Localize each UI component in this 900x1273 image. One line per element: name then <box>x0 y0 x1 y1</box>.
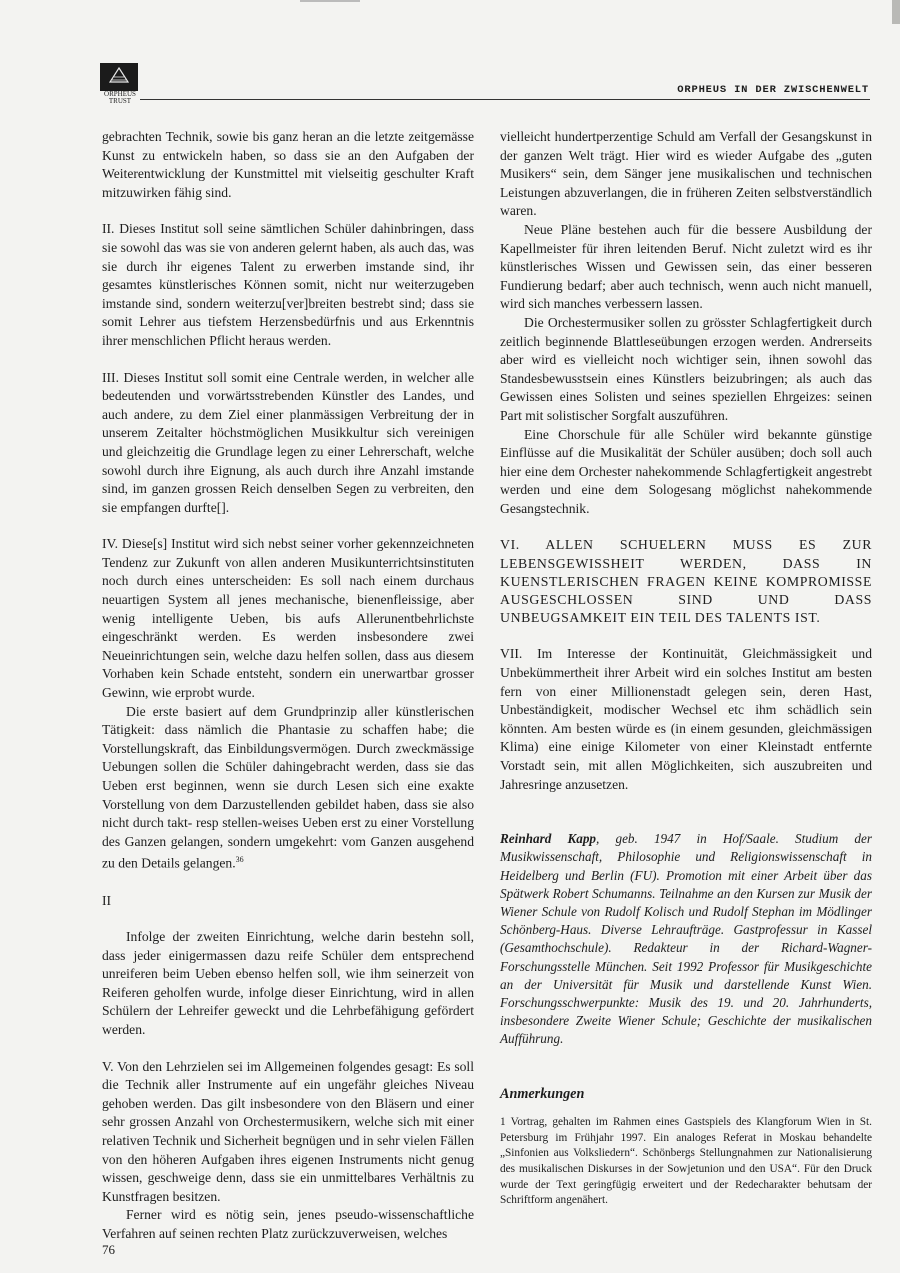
paragraph: gebrachten Technik, sowie bis ganz heran an die letzte zeitgemässe Kunst zu entwickeln haben, so dass sie an den Aufgaben der Weiterentwicklung der Kunstmittel mit vielseitig geschulter Kraft mitzuwirken fähig sind. <box>102 129 474 200</box>
paragraph <box>102 703 474 874</box>
paragraph-caps: VI. ALLEN SCHUELERN MUSS ES ZUR LEBENSGEWISSHEIT WERDEN, DASS IN KUENSTLERISCHEN FRAGEN KEINE KOMPROMISSE AUSGESCHLOSSEN SIND UND DASS UNBEUGSAMKEIT EIN TEIL DES TALENTS IST. <box>500 537 872 626</box>
scan-mark <box>300 0 360 2</box>
author-name: Reinhard Kapp <box>500 831 597 847</box>
scan-edge <box>892 0 900 24</box>
author-bio <box>500 830 872 1048</box>
paragraph-text: Die erste basiert auf dem Grundprinzip aller künstlerischen Tätigkeit: dass nämlich die Phantasie zu schaffen habe; die Vorstellungskraft, das Einbildungsvermögen. Durch zweckmässige Uebungen sollen die Schüler dahingebracht werden, dass sie das Ueben erst beginnen, wenn sie durch Lesen sich eine exakte Vorstellung von dem Darzustellenden gebildet haben, dass sie also nicht durch takt- resp stellen-weises Ueben erst zu einer Vorstellung des Ganzen gelangen, sondern umgekehrt: vom Ganzen ausgehend zu den Details gelangen. <box>102 703 474 871</box>
notes-heading: Anmerkungen <box>500 1085 585 1102</box>
left-column <box>102 128 474 1244</box>
paragraph: vielleicht hundertperzentige Schuld am Verfall der Gesangskunst in der ganzen Welt trägt. Hier wird es wieder Aufgabe des „guten Musikers“ sein, dem Sänger jene musikalischen und technischen Leistungen abzuverlangen, die in früheren Zeiten selbstverständlich waren. <box>500 129 872 219</box>
paragraph: Ferner wird es nötig sein, jenes pseudo-wissenschaftliche Verfahren auf seinen rechten Platz zurückzuverweisen, welches <box>102 1207 474 1241</box>
paragraph: V. Von den Lehrzielen sei im Allgemeinen folgendes gesagt: Es soll die Technik aller Instrumente auf ein ungefähr gleiches Niveau gehoben werden. Das gilt insbesondere von den Bläsern und einer sehr grossen Anzahl von Orchestermusikern, welche sich mit einer relativen Technik und Sicherheit begnügen und in sehr vielen Fällen von den höheren Aufgaben ihres eigenen Instruments nicht genug wissen, geschweige denn, dass sie ein unmittelbares Verhältnis zu Kunstfragen besitzen. <box>102 1058 474 1204</box>
running-head: ORPHEUS IN DER ZWISCHENWELT <box>677 84 869 96</box>
header-rule <box>140 99 870 100</box>
paragraph: Infolge der zweiten Einrichtung, welche darin bestehn soll, dass jeder einigermassen dazu reife Schüler dem entsprechend unreiferen beim Ueben ebenso helfen soll, wie ihm seinerzeit von Reiferen geholfen wurde, infolge dieser Einrichtung, wird in allen Schülern der Lehreifer geweckt und die Lehrbefähigung gefördert werden. <box>102 929 474 1038</box>
paragraph: III. Dieses Institut soll somit eine Centrale werden, in welcher alle bedeutenden und vorwärtsstrebenden Künstler des Landes, und auch andere, zu dem Ziel einer planmässigen Verbreitung der in unserem Zeitalter höchstmöglichen Musikkultur sich vereinigen und gleichzeitig die Grundlage legen zu einer Lehrerschaft, welche sowohl durch ihre Eignung, als auch durch ihre Anzahl imstande sind, im ganzen grossen Reich denselben Segen zu verbreiten, den sie empfangen durfte[]. <box>102 369 474 515</box>
right-column <box>500 128 872 1209</box>
logo-text: ORPHEUS TRUST <box>104 90 136 105</box>
footnote: 1 Vortrag, gehalten im Rahmen eines Gastspiels des Klangforum Wien in St. Petersburg im Frühjahr 1997. Ein analoges Referat in Moskau behandelte „Sinfonien aus Volksliedern“. Schönbergs Stellungnahmen zur Nationalisierung des musikalischen Diskurses in der Sowjetunion und den USA“. Für den Druck wurde der Text geringfügig erweitert und der Redecharakter behutsam der Schriftform angenähert. <box>500 1116 872 1207</box>
paragraph: Die Orchestermusiker sollen zu grösster Schlagfertigkeit durch zeitlich beginnende Blattleseübungen erzogen werden. Andrerseits aber wird es vielleicht noch wichtiger sein, ihnen sowohl das Standesbewusstsein eines Künstlers beizubringen; als auch das Gewissen eines Solisten und seines speziellen Ehrgeizes: seinen Part mit solistischer Sorgfalt auszuführen. <box>500 314 872 423</box>
paragraph: II. Dieses Institut soll seine sämtlichen Schüler dahinbringen, dass sie sowohl das was sie von anderen gelernt haben, als auch das, was sie durch ihr eigenes Talent zu erwerben imstande sind, ihr gesamtes künstlerisches Können somit, nicht nur weiterzugeben imstande sind, sondern weiterzu[ver]breiten bestrebt sind; dass sie somit Lehrer aus tiefstem Herzensbedürfnis und aus Erkenntnis ihrer menschlichen Pflicht heraus werden. <box>102 221 474 348</box>
page-number: 76 <box>102 1242 115 1257</box>
bio-text: , geb. 1947 in Hof/Saale. Studium der Musikwissenschaft, Philosophie und Religionswissenschaft in Heidelberg und Berlin (FU). Promotion mit einer Arbeit über das Spätwerk Robert Schumanns. Teilnahme an den Kursen zur Musik der Wiener Schule von Rudolf Kolisch und Rudolf Stephan im Mödlinger Schönberg-Haus. Diverse Lehraufträge. Gastprofessur in Kassel (Gesamthochschule). Redakteur in der Richard-Wagner-Forschungsstelle München. Seit 1992 Professor für Musikgeschichte an der Universität für Musik und darstellende Kunst Wien. Forschungsschwerpunkte: Musik des 19. und 20. Jahrhunderts, insbesondere Zweite Wiener Schule; Geschichte der musikalischen Aufführung. <box>500 831 872 1047</box>
paragraph: IV. Diese[s] Institut wird sich nebst seiner vorher gekennzeichneten Tendenz zur Zukunft von allen anderen Musikunterrichtsinstituten noch durch eines unterscheiden: Es soll nach einem durchaus neuartigen System all jenes mechanische, bienenfleissige, aber wenig intelligente Ueben, bis aufs Allerunentbehrlichste eingeschränkt werden. Es werden insbesondere zwei Neueinrichtungen sein, welche dazu helfen sollen, dass aus diesem Vorhaben kein Schade entsteht, sondern ein unerwartbar grosser Gewinn, wie erprobt wurde. <box>102 536 474 701</box>
paragraph: Neue Pläne bestehen auch für die bessere Ausbildung der Kapellmeister für ihren leitenden Beruf. Nicht zuletzt wird es ihr künstlerisches Wissen und Gewissen sein, das einer besseren Fundierung bedarf; aber auch technisch, wenn auch nicht manuell, wird sich manches verbessern lassen. <box>500 221 872 312</box>
section-marker: II <box>102 892 112 908</box>
logo-box <box>100 63 138 91</box>
footnote-ref: 36 <box>235 855 244 865</box>
triangle-icon <box>109 67 129 83</box>
paragraph: Eine Chorschule für alle Schüler wird bekannte günstige Einflüsse auf die Musikalität der Schüler ausüben; doch soll auch hier eine dem Orchester nahekommende Schlagfertigkeit angestrebt werden und eine dem Sologesang möglichst nahekommende Gesangstechnik. <box>500 426 872 516</box>
paragraph: VII. Im Interesse der Kontinuität, Gleichmässigkeit und Unbekümmertheit ihrer Arbeit wird ein solches Institut am besten fern von einer Millionenstadt gelegen sein, deren Hast, Unbeständigkeit, modischer Wechsel etc ihm schädlich sein könnten. Am besten würde es (in einem gesunden, gleichmässigen Klima) eine einige Kilometer von einer Kleinstadt entfernte Vorstadt sein, mit allen Möglichkeiten, sich auszubreiten und Jahresringe anzusetzen. <box>500 646 872 792</box>
orpheus-trust-logo <box>100 63 140 105</box>
